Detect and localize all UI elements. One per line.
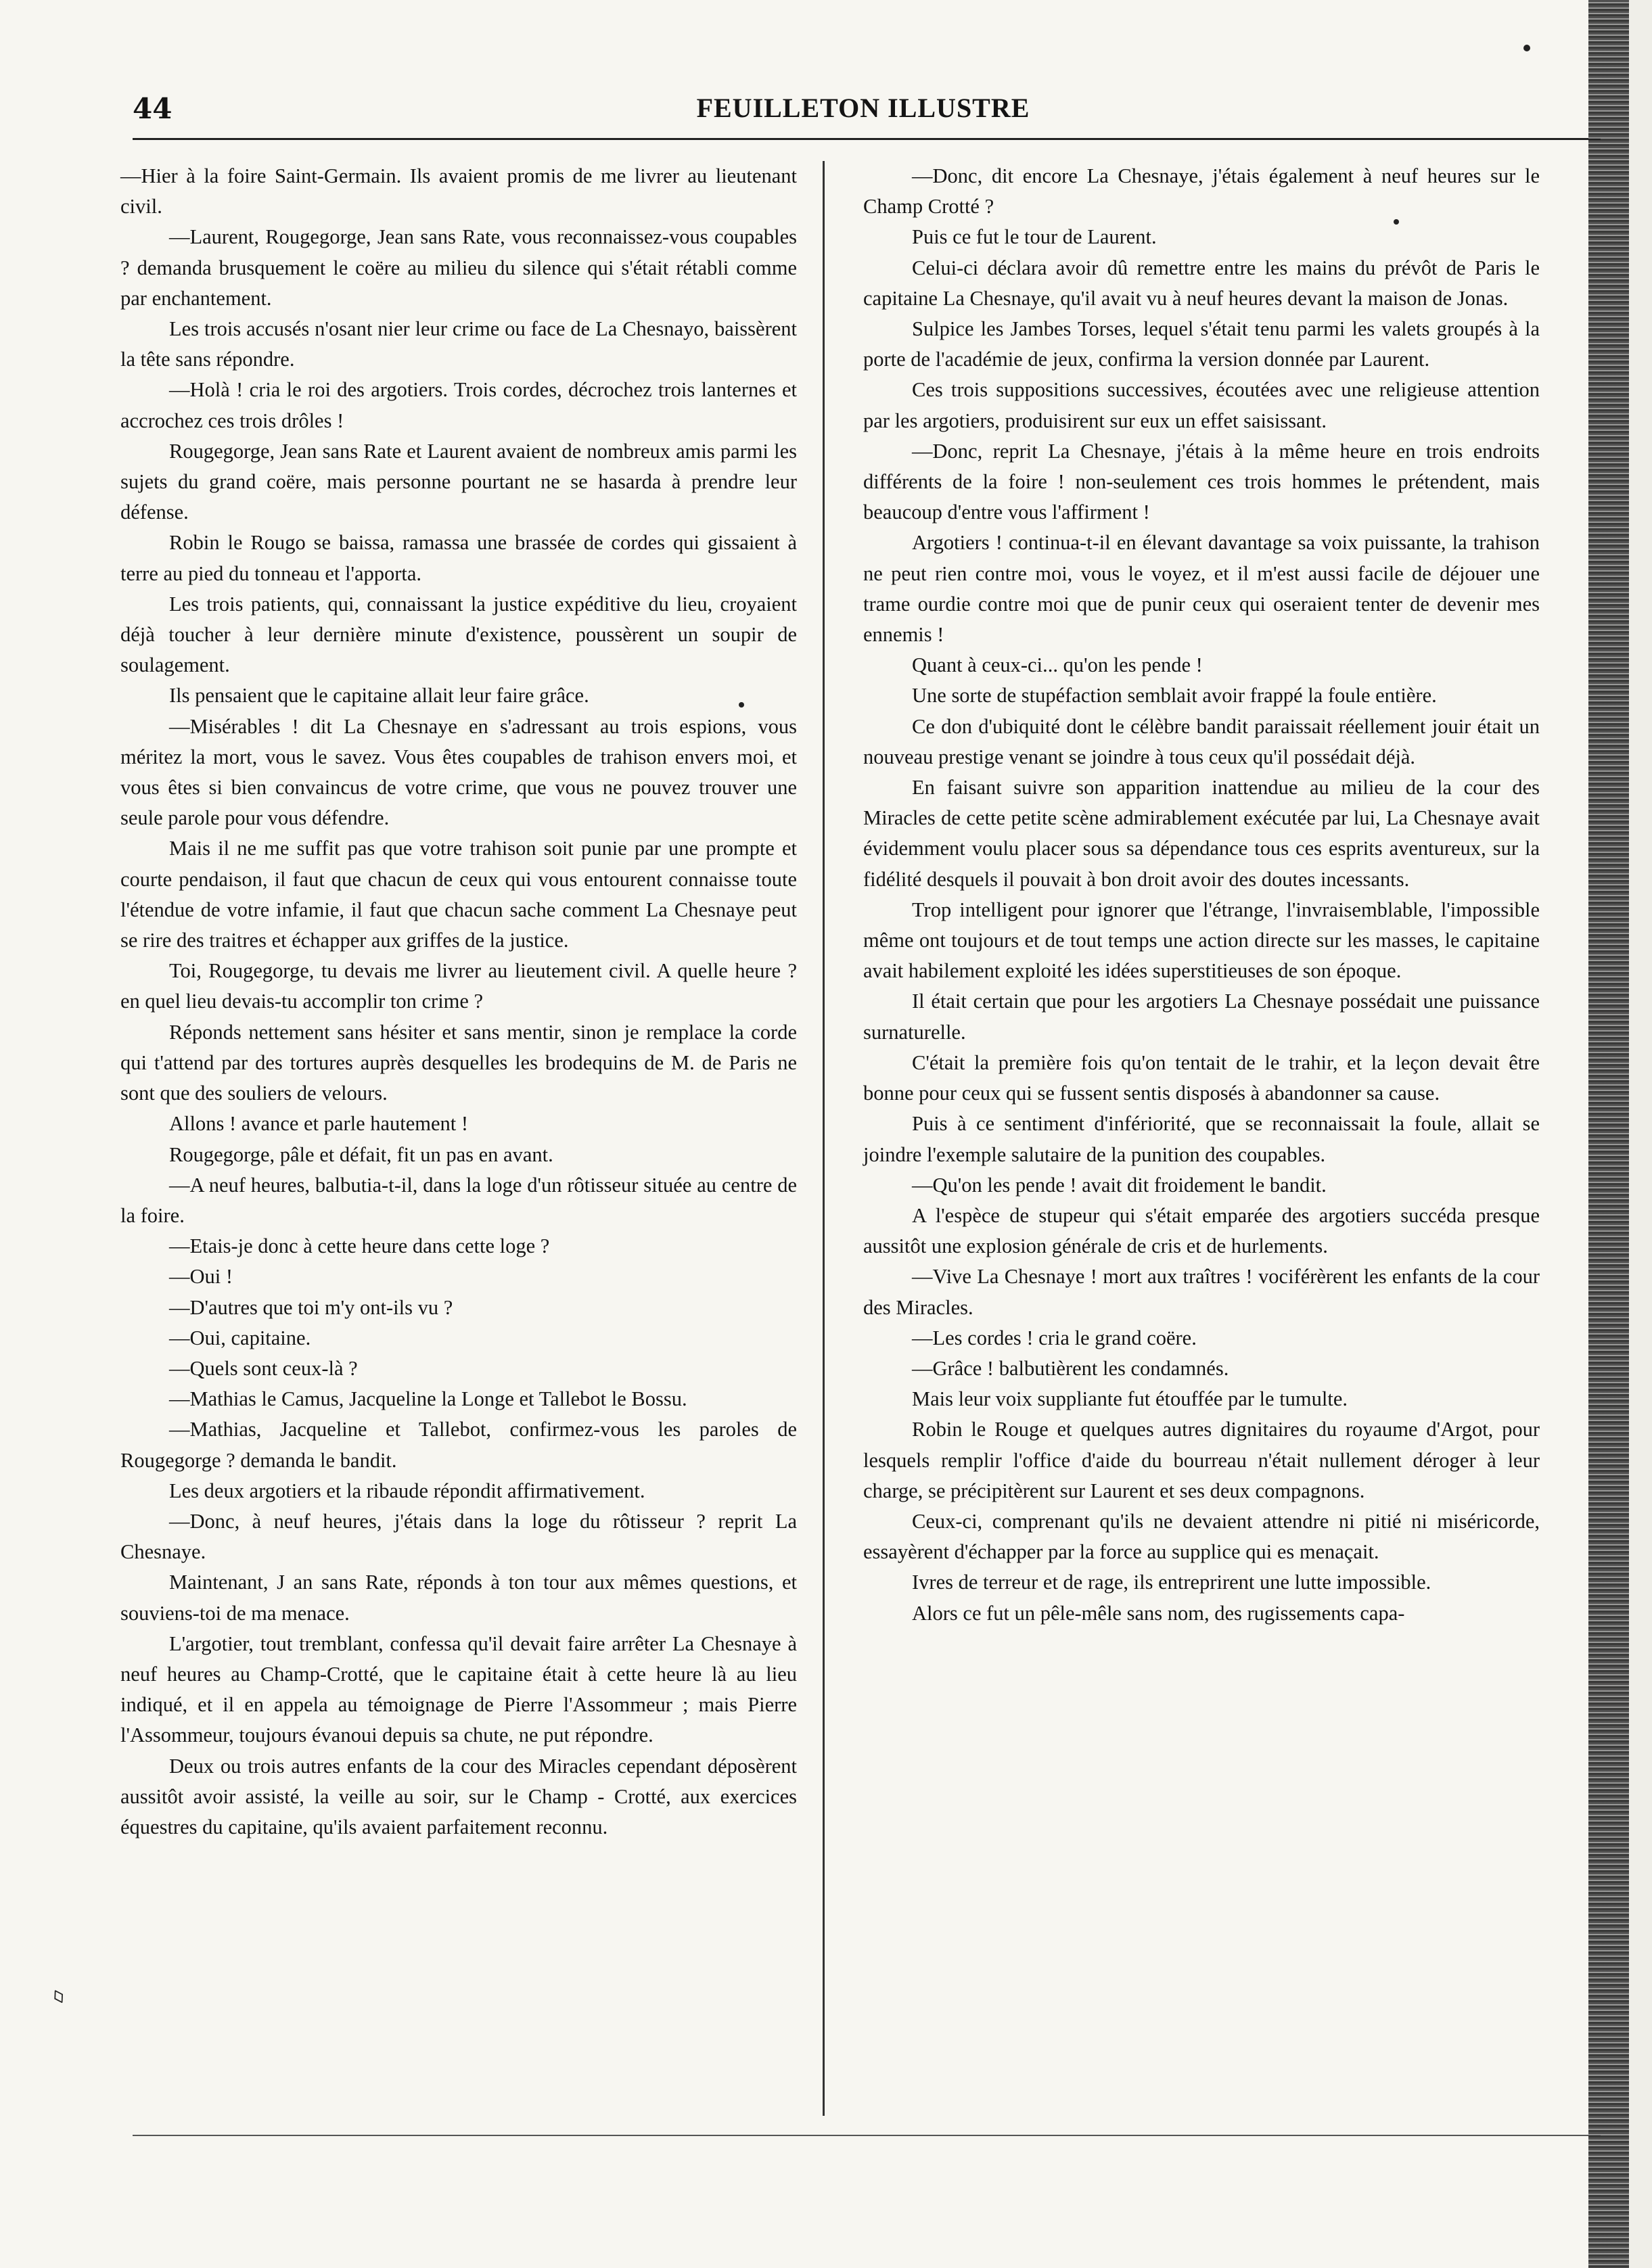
paragraph: Ils pensaient que le capitaine allait leur faire grâce. — [169, 684, 589, 708]
paragraph: —Hier à la foire Saint-Germain. Ils avaient promis de me livrer au lieutenant civil. — [120, 164, 797, 218]
paragraph: Les deux argotiers et la ribaude répondit affirmativement. — [169, 1479, 645, 1502]
page-header — [133, 87, 1594, 134]
page-number: 44 — [133, 92, 173, 125]
paragraph: —Mathias, Jacqueline et Tallebot, confirmez-vous les paroles de Rougegorge ? demanda le bandit. — [120, 1418, 797, 1472]
paragraph: Mais il ne me suffit pas que votre trahison soit punie par une prompte et courte pendaison, il faut que chacun de ceux qui vous entourent connaisse toute l'étendue de votre infamie, il faut que chacun sache comment La Chesnaye peut se rire des traitres et échapper aux griffes de la justice. — [120, 837, 797, 952]
paragraph: Rougegorge, Jean sans Rate et Laurent avaient de nombreux amis parmi les sujets du grand coëre, mais personne pourtant ne se hasarda à prendre leur défense. — [120, 439, 797, 524]
paragraph: Maintenant, J an sans Rate, réponds à ton tour aux mêmes questions, et souviens-toi de ma menace. — [120, 1571, 797, 1625]
paragraph: Puis ce fut le tour de Laurent. — [912, 225, 1157, 249]
paragraph: En faisant suivre son apparition inattendue au milieu de la cour des Miracles de cette petite scène admirablement exécutée par lui, La Chesnaye avait évidemment voulu placer sous sa dépendance tous ces esprits aventureux, sur la fidélité desquels il pouvait à bon droit avoir des doutes incessants. — [863, 776, 1540, 891]
page-edge — [1629, 0, 1652, 2268]
paragraph: L'argotier, tout tremblant, confessa qu'il devait faire arrêter La Chesnaye à neuf heures au Champ-Crotté, que le capitaine était à cette heure là au lieu indiqué, et il en appela au témoignage de Pierre l'Assommeur ; mais Pierre l'Assommeur, toujours évanoui depuis sa chute, ne put répondre. — [120, 1631, 797, 1747]
paragraph: —Quels sont ceux-là ? — [169, 1356, 358, 1380]
paragraph: Il était certain que pour les argotiers La Chesnaye possédait une puissance surnaturelle. — [863, 990, 1540, 1044]
paragraph: —Les cordes ! cria le grand coëre. — [912, 1326, 1197, 1349]
paragraph: Quant à ceux-ci... qu'on les pende ! — [912, 653, 1203, 677]
paragraph: —Qu'on les pende ! avait dit froidement le bandit. — [912, 1173, 1327, 1197]
paragraph: Ce don d'ubiquité dont le célèbre bandit paraissait réellement jouir était un nouveau prestige venant se joindre à tous ceux qu'il possédait déjà. — [863, 714, 1540, 768]
paragraph: Argotiers ! continua-t-il en élevant davantage sa voix puissante, la trahison ne peut rien contre moi, vous le voyez, et il m'est aussi facile de déjouer une trame ourdie contre moi que de punir ceux qui oseraient tenter de devenir mes ennemis ! — [863, 531, 1540, 647]
header-rule — [133, 138, 1601, 140]
paragraph: Les trois accusés n'osant nier leur crime ou face de La Chesnayo, baissèrent la tête sans répondre. — [120, 317, 797, 371]
paragraph: Robin le Rouge et quelques autres dignitaires du royaume d'Argot, pour lesquels remplir l'office d'aide du bourreau n'était nullement déroger à leur charge, se précipitèrent sur Laurent et ses deux compagnons. — [863, 1418, 1540, 1502]
paragraph: Réponds nettement sans hésiter et sans mentir, sinon je remplace la corde qui t'attend par des tortures auprès desquelles les brodequins de M. de Paris ne sont que des souliers de velours. — [120, 1020, 797, 1105]
paragraph: —A neuf heures, balbutia-t-il, dans la loge d'un rôtisseur située au centre de la foire. — [120, 1173, 797, 1227]
ink-speck — [1523, 45, 1530, 51]
paragraph: Une sorte de stupéfaction semblait avoir frappé la foule entière. — [912, 684, 1437, 708]
paragraph: Celui-ci déclara avoir dû remettre entre les mains du prévôt de Paris le capitaine La Chesnaye, qu'il avait vu à neuf heures devant la maison de Jonas. — [863, 256, 1540, 310]
paragraph: Toi, Rougegorge, tu devais me livrer au lieutement civil. A quelle heure ? en quel lieu devais-tu accomplir ton crime ? — [120, 959, 797, 1013]
paragraph: Rougegorge, pâle et défait, fit un pas en avant. — [169, 1142, 553, 1166]
paragraph: Robin le Rougo se baissa, ramassa une brassée de cordes qui gissaient à terre au pied du tonneau et l'apporta. — [120, 531, 797, 585]
paragraph: —Donc, reprit La Chesnaye, j'étais à la même heure en trois endroits différents de la foire ! non-seulement ces trois hommes le prétendent, mais beaucoup d'entre vous l'affirment ! — [863, 439, 1540, 524]
ink-speck — [1394, 219, 1399, 225]
bottom-rule — [133, 2135, 1601, 2136]
ink-speck — [739, 702, 744, 708]
paragraph: C'était la première fois qu'on tentait de le trahir, et la leçon devait être bonne pour ceux qui se fussent sentis disposés à abandonner sa cause. — [863, 1050, 1540, 1105]
paragraph: Puis à ce sentiment d'infériorité, que se reconnaissait la foule, allait se joindre l'exemple salutaire de la punition des coupables. — [863, 1112, 1540, 1166]
paragraph: Ivres de terreur et de rage, ils entreprirent une lutte impossible. — [912, 1571, 1431, 1594]
paragraph: Alors ce fut un pêle-mêle sans nom, des rugissements capa- — [912, 1601, 1405, 1625]
paragraph: Allons ! avance et parle hautement ! — [169, 1112, 469, 1136]
paragraph: —Grâce ! balbutièrent les condamnés. — [912, 1356, 1229, 1380]
right-column — [863, 161, 1540, 1629]
paragraph: —Holà ! cria le roi des argotiers. Trois cordes, décrochez trois lanternes et accrochez ces trois drôles ! — [120, 378, 797, 432]
column-divider — [823, 161, 825, 2116]
paragraph: —Vive La Chesnaye ! mort aux traîtres ! vociférèrent les enfants de la cour des Miracles. — [863, 1265, 1540, 1319]
binding-gutter — [1588, 0, 1629, 2268]
paragraph: Ceux-ci, comprenant qu'ils ne devaient attendre ni pitié ni miséricorde, essayèrent d'échapper par la force au supplice qui es menaçait. — [863, 1509, 1540, 1564]
paragraph: —Etais-je donc à cette heure dans cette loge ? — [169, 1234, 550, 1258]
paragraph: Sulpice les Jambes Torses, lequel s'était tenu parmi les valets groupés à la porte de l'académie de jeux, confirma la version donnée par Laurent. — [863, 317, 1540, 371]
paragraph: Deux ou trois autres enfants de la cour des Miracles cependant déposèrent aussitôt avoir assisté, la veille au soir, sur le Champ - Crotté, aux exercices équestres du capitaine, qu'ils avaient parfaitement reconnu. — [120, 1754, 797, 1838]
margin-mark: ◊ — [49, 1985, 69, 2010]
left-column — [120, 161, 797, 1843]
paragraph: —D'autres que toi m'y ont-ils vu ? — [169, 1295, 453, 1319]
paragraph: —Donc, dit encore La Chesnaye, j'étais également à neuf heures sur le Champ Crotté ? — [863, 164, 1540, 218]
paragraph: Trop intelligent pour ignorer que l'étrange, l'invraisemblable, l'impossible même ont toujours et de tout temps une action directe sur les masses, le capitaine avait habilement exploité les idées superstitieuses de son époque. — [863, 898, 1540, 983]
paragraph: —Mathias le Camus, Jacqueline la Longe et Tallebot le Bossu. — [169, 1387, 687, 1411]
paragraph: —Oui ! — [169, 1265, 233, 1289]
paragraph: —Misérables ! dit La Chesnaye en s'adressant au trois espions, vous méritez la mort, vous le savez. Vous êtes coupables de trahison envers moi, et vous êtes si bien convaincus de votre crime, que vous ne pouvez trouver une seule parole pour vous défendre. — [120, 714, 797, 830]
paragraph: —Laurent, Rougegorge, Jean sans Rate, vous reconnaissez-vous coupables ? demanda brusquement le coëre au milieu du silence qui s'était rétabli comme par enchantement. — [120, 225, 797, 310]
paragraph: —Oui, capitaine. — [169, 1326, 311, 1349]
paragraph: Mais leur voix suppliante fut étouffée par le tumulte. — [912, 1387, 1348, 1411]
paragraph: A l'espèce de stupeur qui s'était emparée des argotiers succéda presque aussitôt une explosion générale de cris et de hurlements. — [863, 1203, 1540, 1258]
paragraph: —Donc, à neuf heures, j'étais dans la loge du rôtisseur ? reprit La Chesnaye. — [120, 1509, 797, 1564]
running-title: FEUILLETON ILLUSTRE — [696, 93, 1030, 123]
paragraph: Les trois patients, qui, connaissant la justice expéditive du lieu, croyaient déjà toucher à leur dernière minute d'existence, poussèrent un soupir de soulagement. — [120, 592, 797, 677]
paragraph: Ces trois suppositions successives, écoutées avec une religieuse attention par les argotiers, produisirent sur eux un effet saisissant. — [863, 378, 1540, 432]
